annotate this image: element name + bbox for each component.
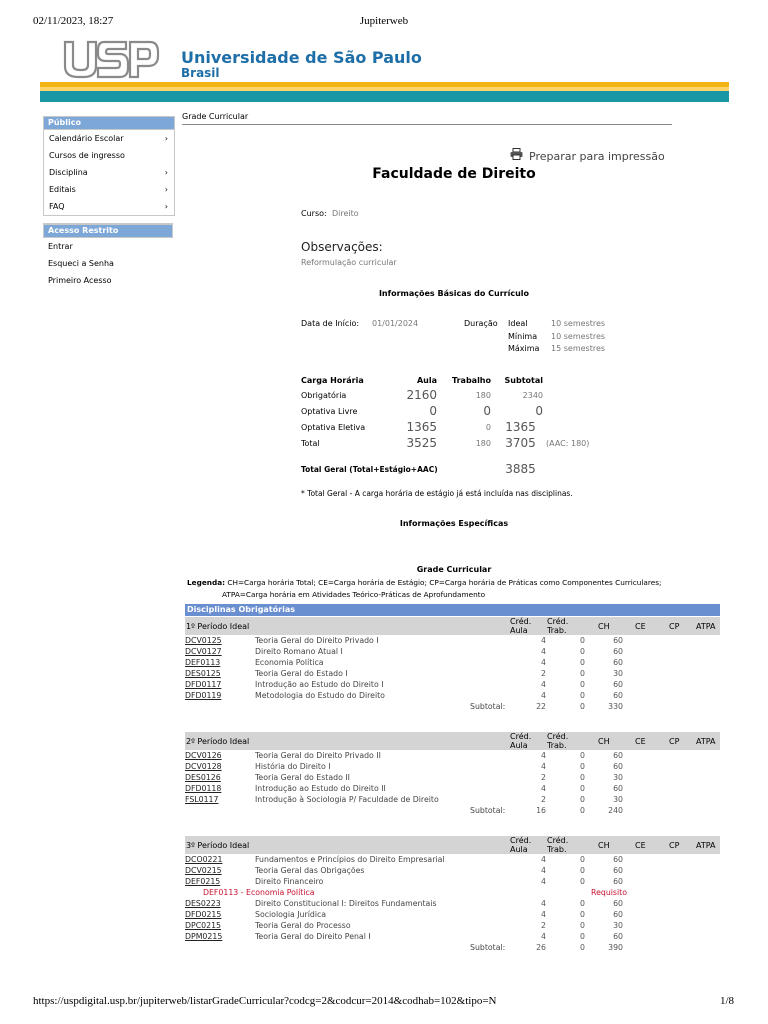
table-row: DPM0215 Teoria Geral do Direito Penal I 4 0 60 (185, 932, 623, 941)
col-cred-trab: Créd. Trab. (547, 732, 569, 750)
col-cred-aula: Créd. Aula (510, 617, 532, 635)
table-row: DCV0128 História do Direito I 4 0 60 (185, 762, 623, 771)
period-header (185, 732, 720, 750)
sidebar-item-esqueci-senha[interactable]: Esqueci a Senha (48, 259, 114, 268)
discipline-code-link[interactable]: FSL0117 (185, 795, 219, 804)
col-cp: CP (669, 737, 680, 746)
chevron-right-icon: › (164, 185, 168, 194)
observations-text: Reformulação curricular (301, 258, 397, 267)
col-cred-trab: Créd. Trab. (547, 836, 569, 854)
table-row: DCO0221 Fundamentos e Princípios do Direito Empresarial 4 0 60 (185, 855, 623, 864)
discipline-code-link[interactable]: DES0223 (185, 899, 221, 908)
table-row: DFD0118 Introdução ao Estudo do Direito II 4 0 60 (185, 784, 623, 793)
mandatory-section-bar: Disciplinas Obrigatórias (185, 604, 720, 616)
workload-row-aula: 1365 (406, 420, 437, 434)
discipline-code-link[interactable]: DFD0215 (185, 910, 222, 919)
grand-total-label: Total Geral (Total+Estágio+AAC) (301, 465, 438, 474)
workload-row-label: Optativa Eletiva (301, 423, 366, 432)
workload-footnote: * Total Geral - A carga horária de estágio já está incluída nas disciplinas. (301, 489, 573, 498)
subtotal-row: Subtotal: 16 0 240 (470, 806, 623, 815)
col-cred-aula: Créd. Aula (510, 732, 532, 750)
sidebar-item-entrar[interactable]: Entrar (48, 242, 73, 251)
discipline-code-link[interactable]: DFD0118 (185, 784, 222, 793)
workload-header-subtotal: Subtotal (504, 376, 543, 385)
print-datetime: 02/11/2023, 18:27 (33, 15, 114, 27)
col-atpa: ATPA (696, 841, 716, 850)
discipline-code-link[interactable]: DPC0215 (185, 921, 221, 930)
discipline-code-link[interactable]: DEF0215 (185, 877, 221, 886)
col-ce: CE (635, 841, 646, 850)
sidebar-item-disciplina[interactable]: Disciplina › (44, 164, 174, 181)
basic-info-title: Informações Básicas do Currículo (378, 289, 530, 298)
discipline-code-link[interactable]: DCV0125 (185, 636, 222, 645)
workload-row-trabalho: 180 (475, 391, 491, 400)
col-atpa: ATPA (696, 622, 716, 631)
period-header (185, 617, 720, 635)
workload-row-label: Obrigatória (301, 391, 347, 400)
table-row: DFD0117 Introdução ao Estudo do Direito I 4 0 60 (185, 680, 623, 689)
discipline-code-link[interactable]: DCO0221 (185, 855, 223, 864)
col-cp: CP (669, 841, 680, 850)
sidebar-public-title: Público (44, 117, 174, 130)
workload-row-subtotal: 2340 (522, 391, 543, 400)
table-row: DEF0215 Direito Financeiro 4 0 60 (185, 877, 623, 886)
col-cp: CP (669, 622, 680, 631)
table-row: DEF0113 Economia Política 4 0 60 (185, 658, 623, 667)
start-date-value: 01/01/2024 (372, 319, 419, 328)
start-date-label: Data de Início: (301, 319, 360, 328)
workload-row-trabalho: 0 (483, 404, 491, 418)
subtotal-row: Subtotal: 22 0 330 (470, 702, 623, 711)
table-row: FSL0117 Introdução à Sociologia P/ Faculdade de Direito 2 0 30 (185, 795, 623, 804)
discipline-code-link[interactable]: DFD0117 (185, 680, 222, 689)
sidebar-public (43, 116, 175, 216)
chevron-right-icon: › (164, 202, 168, 211)
grand-total-value: 3885 (505, 462, 536, 476)
discipline-code-link[interactable]: DCV0127 (185, 647, 222, 656)
workload-header-aula: Aula (416, 376, 437, 385)
discipline-code-link[interactable]: DCV0128 (185, 762, 222, 771)
workload-row-trabalho: 0 (485, 423, 491, 432)
sidebar-item-editais[interactable]: Editais › (44, 181, 174, 198)
duration-min-label: Mínima (508, 332, 538, 341)
discipline-code-link[interactable]: DES0125 (185, 669, 221, 678)
col-ce: CE (635, 737, 646, 746)
period-title: 2º Período Ideal (186, 737, 250, 746)
table-row: DCV0127 Direito Romano Atual I 4 0 60 (185, 647, 623, 656)
table-row: DPC0215 Teoria Geral do Processo 2 0 30 (185, 921, 623, 930)
table-row: DCV0215 Teoria Geral das Obrigações 4 0 60 (185, 866, 623, 875)
legend-label: Legenda: (187, 578, 226, 587)
duration-min-value: 10 semestres (551, 332, 606, 341)
sidebar-item-primeiro-acesso[interactable]: Primeiro Acesso (48, 276, 112, 285)
workload-row-label: Optativa Livre (301, 407, 358, 416)
period-header (185, 836, 720, 854)
table-row: DES0125 Teoria Geral do Estado I 2 0 30 (185, 669, 623, 678)
discipline-code-link[interactable]: DPM0215 (185, 932, 223, 941)
usp-logo (62, 40, 160, 80)
table-row: DES0223 Direito Constitucional I: Direitos Fundamentais 4 0 60 (185, 899, 623, 908)
printer-icon[interactable] (510, 148, 523, 160)
workload-row-subtotal: 0 (535, 404, 543, 418)
table-row: DES0126 Teoria Geral do Estado II 2 0 30 (185, 773, 623, 782)
requisite-row (185, 888, 720, 899)
workload-row-label: Total (301, 439, 320, 448)
university-name: Universidade de São Paulo (181, 48, 422, 67)
chevron-right-icon: › (164, 168, 168, 177)
course-value: Direito (332, 209, 359, 218)
legend-line-2: ATPA=Carga horária em Atividades Teórico-Práticas de Aprofundamento (222, 590, 486, 599)
university-country: Brasil (181, 66, 220, 80)
col-atpa: ATPA (696, 737, 716, 746)
duration-max-value: 15 semestres (551, 344, 606, 353)
sidebar-restricted (43, 223, 173, 289)
chevron-right-icon: › (164, 134, 168, 143)
col-cred-trab: Créd. Trab. (547, 617, 569, 635)
specific-info-title: Informações Específicas (399, 519, 509, 528)
discipline-code-link[interactable]: DEF0113 (185, 658, 221, 667)
period-title: 1º Período Ideal (186, 622, 250, 631)
duration-label: Duração (464, 319, 498, 328)
duration-max-label: Máxima (508, 344, 540, 353)
workload-row-aula: 3525 (406, 436, 437, 450)
discipline-code-link[interactable]: DCV0126 (185, 751, 222, 760)
print-page-number: 1/8 (720, 995, 735, 1007)
discipline-code-link[interactable]: DCV0215 (185, 866, 222, 875)
col-cred-aula: Créd. Aula (510, 836, 532, 854)
workload-header-label: Carga Horária (301, 376, 364, 385)
requisite-label: Requisito (591, 888, 627, 897)
sidebar-item-faq[interactable]: FAQ › (44, 198, 174, 215)
print-url: https://uspdigital.usp.br/jupiterweb/listarGradeCurricular?codcg=2&codcur=2014&codhab=102&tipo=N (33, 995, 497, 1007)
workload-row-trabalho: 180 (475, 439, 491, 448)
discipline-code-link[interactable]: DFD0119 (185, 691, 222, 700)
subtotal-row: Subtotal: 26 0 390 (470, 943, 623, 952)
col-ch: CH (598, 841, 610, 850)
workload-aac-note: (AAC: 180) (546, 439, 590, 448)
sidebar-item-cursos[interactable]: Cursos de ingresso (49, 151, 125, 160)
table-row: DCV0125 Teoria Geral do Direito Privado I 4 0 60 (185, 636, 623, 645)
print-link[interactable]: Preparar para impressão (529, 150, 665, 163)
period-title: 3º Período Ideal (186, 841, 250, 850)
page-title: Faculdade de Direito (372, 166, 536, 182)
workload-row-subtotal: 1365 (505, 420, 536, 434)
col-ce: CE (635, 622, 646, 631)
print-title: Jupiterweb (359, 15, 409, 27)
workload-row-aula: 2160 (406, 388, 437, 402)
breadcrumb-divider (182, 124, 672, 125)
observations-title: Observações: (301, 240, 383, 254)
duration-ideal-value: 10 semestres (551, 319, 606, 328)
table-row: DFD0215 Sociologia Jurídica 4 0 60 (185, 910, 623, 919)
duration-ideal-label: Ideal (508, 319, 528, 328)
header-band-teal (40, 91, 729, 102)
table-row: DFD0119 Metodologia do Estudo do Direito 4 0 60 (185, 691, 623, 700)
course-label: Curso: (301, 209, 327, 218)
sidebar-item-calendario[interactable]: Calendário Escolar › (44, 130, 174, 147)
legend-line-1: Legenda: CH=Carga horária Total; CE=Carga horária de Estágio; CP=Carga horária de Práticas como Componentes Curriculares; (187, 578, 662, 587)
breadcrumb: Grade Curricular (182, 112, 249, 121)
workload-row-subtotal: 3705 (505, 436, 536, 450)
workload-header-trabalho: Trabalho (452, 376, 491, 385)
sidebar-restricted-title: Acesso Restrito (43, 224, 173, 238)
table-row: DCV0126 Teoria Geral do Direito Privado II 4 0 60 (185, 751, 623, 760)
col-ch: CH (598, 622, 610, 631)
grade-title: Grade Curricular (416, 565, 492, 574)
discipline-code-link[interactable]: DES0126 (185, 773, 221, 782)
workload-row-aula: 0 (429, 404, 437, 418)
requisite-text: DEF0113 - Economia Política (203, 888, 315, 897)
col-ch: CH (598, 737, 610, 746)
